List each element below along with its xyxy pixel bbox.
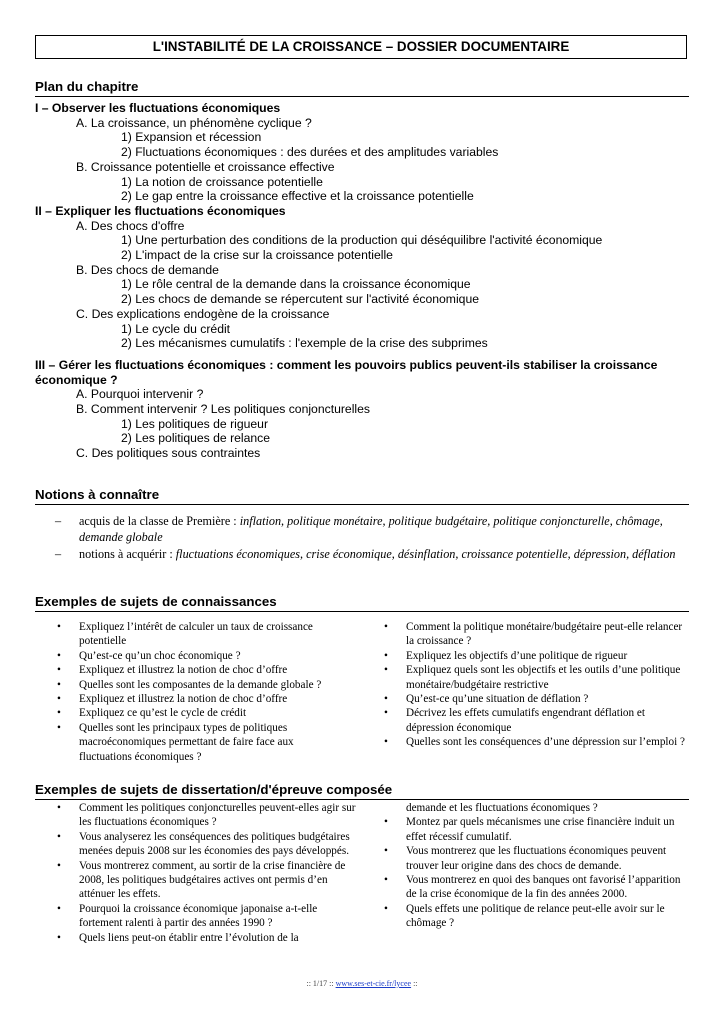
item-text: Vous montrerez comment, au sortir de la crise financière de 2008, les politiques budgétaires actives ont permis d’en atténuer les effets. — [79, 859, 346, 901]
plan-subsection: 1) La notion de croissance potentielle — [121, 174, 323, 189]
plan-section: A. Pourquoi intervenir ? — [76, 387, 204, 402]
dissertation-item — [57, 859, 362, 902]
document-title: L'INSTABILITÉ DE LA CROISSANCE – DOSSIER DOCUMENTAIRE — [35, 35, 687, 59]
item-text: Vous montrerez en quoi des banques ont favorisé l’apparition de la crise économique de la fin des années 2000. — [406, 874, 681, 901]
item-text: Expliquez et illustrez la notion de choc d’offre — [79, 664, 288, 677]
plan-part: II – Expliquer les fluctuations économiques — [35, 203, 286, 218]
connaissances-item — [57, 649, 347, 663]
connaissances-item — [384, 706, 690, 735]
connaissances-right-column — [384, 620, 690, 750]
notion-item — [55, 547, 695, 563]
item-text: Qu’est-ce qu’une situation de déflation ? — [406, 693, 589, 706]
item-text: Quelles sont les principaux types de politiques macroéconomiques permettant de faire face aux fluctuations économiques ? — [79, 721, 294, 763]
item-text: Quels effets une politique de relance peut-elle avoir sur le chômage ? — [406, 902, 665, 930]
plan-subsection: 2) Les chocs de demande se répercutent sur l'activité économique — [121, 292, 479, 307]
connaissances-item — [384, 663, 690, 692]
plan-part: I – Observer les fluctuations économiques — [35, 101, 281, 115]
bullet-icon: • — [384, 693, 388, 706]
plan-section: A. La croissance, un phénomène cyclique ? — [76, 115, 312, 130]
bullet-icon: • — [384, 902, 388, 915]
bullet-icon: • — [57, 830, 61, 843]
bullet-icon: • — [57, 802, 61, 814]
bullet-icon: • — [57, 678, 61, 691]
bullet-icon: • — [57, 721, 61, 734]
item-text: Expliquez quels sont les objectifs et les outils d’une politique monétaire/budgétaire restrictive — [406, 664, 681, 691]
footer-suffix: :: — [411, 979, 418, 988]
bullet-icon: • — [57, 621, 61, 633]
bullet-icon: • — [384, 736, 388, 749]
dissertation-right-column — [384, 801, 690, 931]
item-text: Quels liens peut-on établir entre l’évolution de la — [79, 931, 299, 944]
bullet-icon: • — [57, 707, 61, 720]
bullet-icon: • — [57, 902, 61, 915]
bullet-icon: • — [57, 931, 61, 944]
dissertation-item — [384, 815, 690, 844]
bullet-icon: • — [384, 621, 388, 633]
item-text: Quelles sont les composantes de la demande globale ? — [79, 678, 322, 691]
connaissances-item — [57, 706, 347, 720]
plan-section: B. Comment intervenir ? Les politiques conjoncturelles — [76, 402, 370, 417]
plan-section: B. Croissance potentielle et croissance effective — [76, 159, 335, 174]
plan-subsection: 2) Le gap entre la croissance effective et la croissance potentielle — [121, 189, 474, 204]
dissertation-heading: Exemples de sujets de dissertation/d'épreuve composée — [35, 782, 689, 800]
notions-heading: Notions à connaître — [35, 487, 689, 505]
connaissances-item — [57, 692, 347, 706]
bullet-icon: • — [384, 707, 388, 720]
item-text: Comment les politiques conjoncturelles peuvent-elles agir sur les fluctuations économiques ? — [79, 802, 356, 829]
dash-bullet: – — [55, 514, 62, 528]
connaissances-item — [384, 692, 690, 706]
page-footer — [0, 979, 724, 988]
bullet-icon: • — [384, 845, 388, 858]
notions-list — [55, 514, 695, 565]
item-text: Expliquez et illustrez la notion de choc d’offre — [79, 693, 288, 706]
connaissances-item — [57, 663, 347, 677]
plan-section: A. Des chocs d'offre — [76, 218, 185, 233]
bullet-icon: • — [384, 816, 388, 829]
plan-subsection: 1) Le cycle du crédit — [121, 321, 231, 336]
item-text: Vous analyserez les conséquences des politiques budgétaires menées depuis 2008 sur les économies des pays développés. — [79, 830, 350, 858]
plan-heading: Plan du chapitre — [35, 79, 689, 97]
footer-page-number: :: 1/17 :: — [306, 979, 336, 988]
plan-subsection: 2) Fluctuations économiques : des durées et des amplitudes variables — [121, 145, 499, 160]
plan-section: C. Des politiques sous contraintes — [76, 446, 261, 461]
notion-terms: inflation, politique monétaire, politique budgétaire, politique conjoncturelle, chômage, demande globale — [79, 514, 663, 544]
dissertation-item — [57, 931, 362, 945]
item-text: Comment la politique monétaire/budgétaire peut-elle relancer la croissance ? — [406, 621, 683, 648]
item-text: Quelles sont les conséquences d’une dépression sur l’emploi ? — [406, 736, 685, 749]
connaissances-item — [384, 620, 690, 649]
connaissances-item — [384, 649, 690, 663]
connaissances-item — [384, 735, 690, 749]
connaissances-heading: Exemples de sujets de connaissances — [35, 594, 689, 612]
notion-label: notions à acquérir : — [79, 547, 176, 561]
footer-website-link[interactable]: www.ses-et-cie.fr/lycee — [335, 979, 412, 988]
plan-section: B. Des chocs de demande — [76, 262, 219, 277]
item-text: Expliquez ce qu’est le cycle de crédit — [79, 707, 247, 720]
bullet-icon: • — [384, 664, 388, 677]
bullet-icon: • — [57, 693, 61, 706]
dissertation-item — [57, 830, 362, 859]
plan-subsection: 2) Les mécanismes cumulatifs : l'exemple de la crise des subprimes — [121, 336, 488, 351]
dissertation-item — [57, 902, 362, 931]
bullet-icon: • — [384, 874, 388, 887]
bullet-icon: • — [384, 649, 388, 662]
bullet-icon: • — [57, 664, 61, 677]
dissertation-item — [384, 902, 690, 931]
connaissances-item — [57, 620, 347, 649]
plan-subsection: 1) Expansion et récession — [121, 130, 262, 145]
plan-outline — [35, 101, 690, 461]
connaissances-left-column — [57, 620, 347, 764]
dissertation-item — [384, 844, 690, 873]
plan-gap — [35, 351, 690, 358]
plan-subsection: 1) Le rôle central de la demande dans la croissance économique — [121, 277, 471, 292]
item-text: Vous montrerez que les fluctuations économiques peuvent trouver leur origine dans des chocs de demande. — [406, 845, 667, 872]
item-text: Expliquez l’intérêt de calculer un taux de croissance potentielle — [79, 621, 313, 648]
item-text: Montez par quels mécanismes une crise financière induit un effet récessif cumulatif. — [406, 816, 675, 843]
bullet-icon: • — [57, 859, 61, 872]
dissertation-item — [384, 873, 690, 902]
item-text: Pourquoi la croissance économique japonaise a-t-elle fortement ralenti à partir des années 1990 ? — [79, 902, 318, 930]
plan-part: III – Gérer les fluctuations économiques : comment les pouvoirs publics peuvent-ils stabiliser la croissance économique ? — [35, 357, 658, 387]
notion-terms: fluctuations économiques, crise économique, désinflation, croissance potentielle, dépression, déflation — [175, 547, 676, 561]
connaissances-item — [57, 678, 347, 692]
plan-subsection: 1) Une perturbation des conditions de la production qui déséquilibre l'activité économique — [121, 233, 603, 248]
dissertation-left-column — [57, 801, 362, 945]
dissertation-continuation: demande et les fluctuations économiques ? — [406, 802, 598, 814]
plan-subsection: 2) Les politiques de relance — [121, 431, 271, 446]
dash-bullet: – — [55, 547, 62, 561]
item-text: Décrivez les effets cumulatifs engendrant déflation et dépression économique — [406, 707, 645, 734]
plan-subsection: 2) L'impact de la crise sur la croissance potentielle — [121, 248, 393, 263]
plan-section: C. Des explications endogène de la croissance — [76, 306, 330, 321]
notion-label: acquis de la classe de Première : — [79, 514, 240, 528]
item-text: Expliquez les objectifs d’une politique de rigueur — [406, 649, 628, 662]
bullet-icon: • — [57, 649, 61, 662]
notion-item — [55, 514, 695, 545]
dissertation-item — [57, 801, 362, 830]
connaissances-item — [57, 721, 347, 764]
item-text: Qu’est-ce qu’un choc économique ? — [79, 649, 241, 662]
plan-subsection: 1) Les politiques de rigueur — [121, 416, 269, 431]
